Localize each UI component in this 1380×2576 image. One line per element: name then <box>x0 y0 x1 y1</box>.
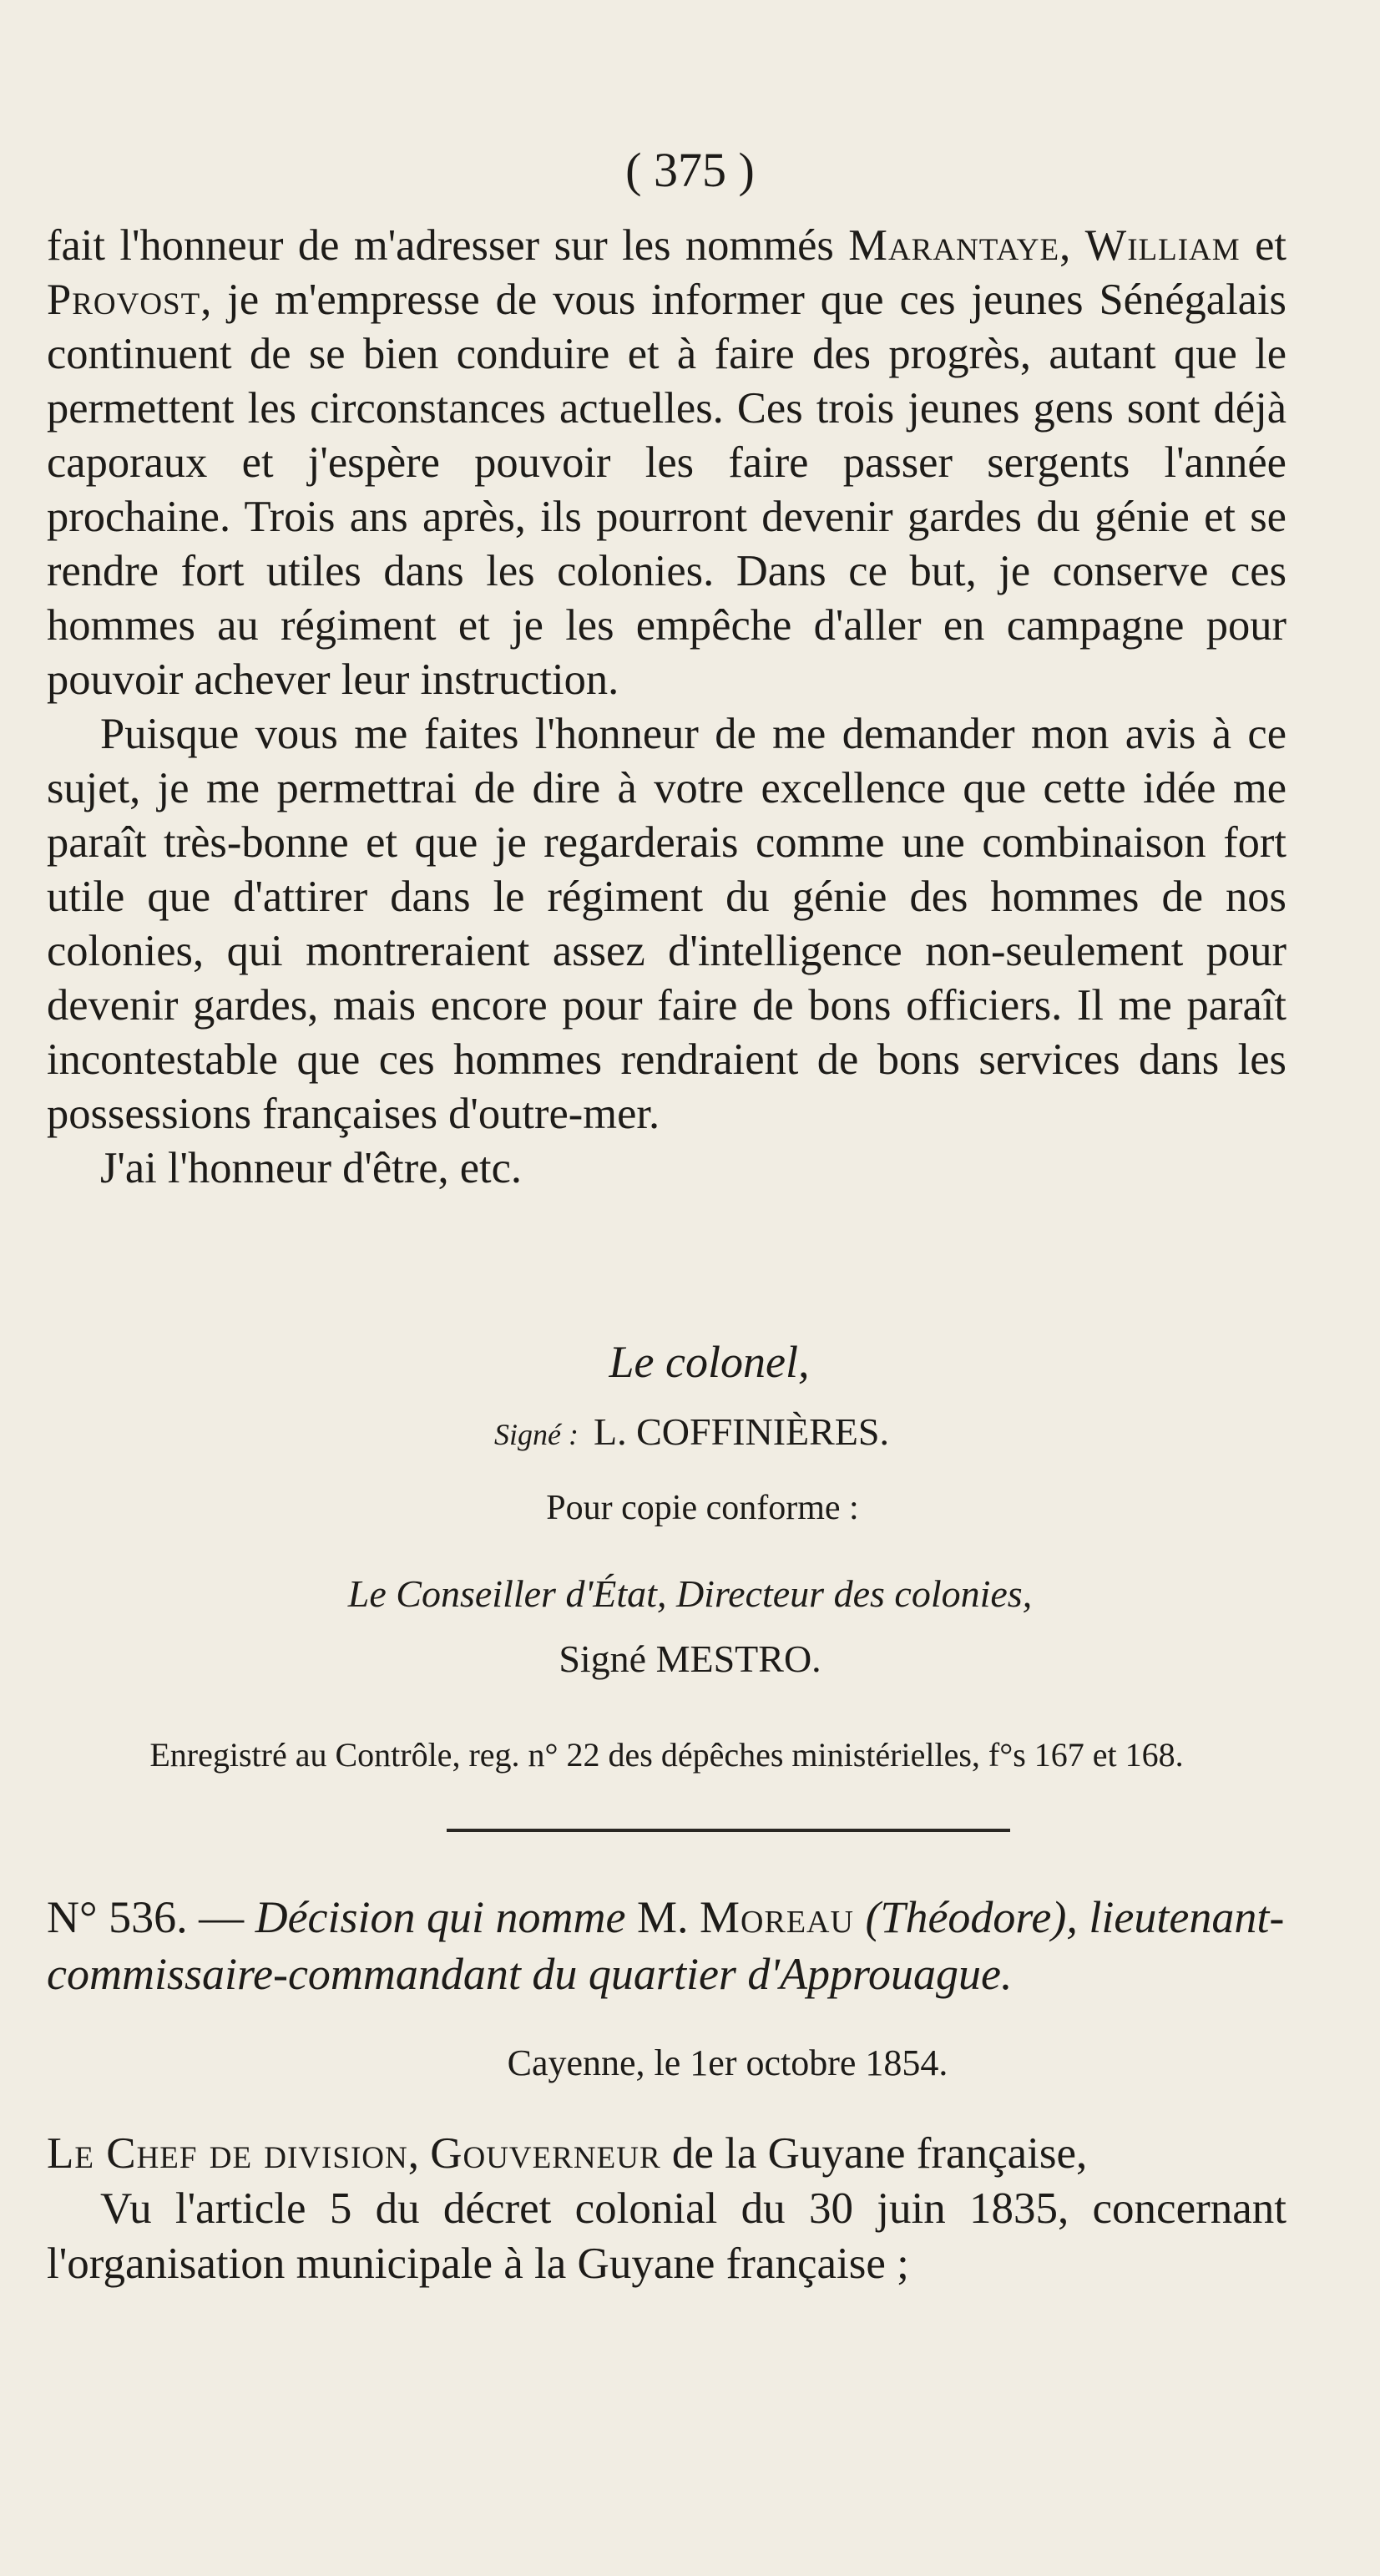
copy-conforme-label: Pour copie conforme : <box>546 1489 859 1527</box>
name-marantaye: Marantaye <box>848 221 1060 270</box>
decree-heading-title: Gouverneur <box>430 2129 661 2178</box>
signe-label: Signé : <box>494 1418 579 1451</box>
name-william: William <box>1084 221 1241 270</box>
registry-note: Enregistré au Contrôle, reg. n° 22 des dépêches ministérielles, f°s 167 et 168. <box>149 1736 1184 1774</box>
paragraph-3: J'ai l'honneur d'être, etc. <box>100 1144 523 1192</box>
decree-heading-rank: Le Chef de division <box>47 2129 408 2178</box>
paragraph-2: Puisque vous me faites l'honneur de me demander mon avis à ce sujet, je me permettrai de dire à votre excellence que cette idée me paraît très-bonne et que je regarderais comme une combinaison fort utile que d'attirer dans le régiment du génie des hommes de nos colonies, qui montreraient assez d'intelligence non-seulement pour devenir gardes, mais encore pour faire de bons officiers. Il me paraît incontestable que ces hommes rendraient de bons services dans les possessions françaises d'outre-mer. <box>47 710 1286 1138</box>
section-divider <box>447 1829 1010 1832</box>
paragraph-1-rest: , je m'empresse de vous informer que ces jeunes Sénégalais continuent de se bien conduire et à faire des progrès, autant que le permettent les circonstances actuelles. Ces trois jeunes gens sont déjà caporaux et j'espère pouvoir les faire passer sergents l'année prochaine. Trois ans après, ils pourront devenir gardes du génie et se rendre fort utiles dans les colonies. Dans ce but, je conserve ces hommes au régiment et je les empêche d'aller en campagne pour pouvoir achever leur instruction. <box>47 276 1286 704</box>
separator: , <box>1059 221 1085 270</box>
copy-signatory-title: Le Conseiller d'État, Directeur des colonies, <box>347 1572 1033 1615</box>
signature-rank: Le colonel, <box>609 1337 810 1387</box>
paragraph-1-text: fait l'honneur de m'adresser sur les nommés <box>47 221 849 270</box>
page-number: ( 375 ) <box>625 143 755 197</box>
decree-considering: Vu l'article 5 du décret colonial du 30 juin 1835, concernant l'organisation municipale à la Guyane française ; <box>47 2184 1286 2288</box>
signature-line <box>0 1409 1380 1454</box>
decision-number: N° 536. — <box>47 1892 255 1942</box>
decision-title-text: Décision qui nomme <box>255 1892 638 1942</box>
name-provost: Provost <box>47 276 201 324</box>
decision-heading <box>47 1889 1286 2002</box>
person-prefix: M. <box>637 1892 700 1942</box>
paragraph-1 <box>47 219 1286 707</box>
decision-title-rest: lieutenant-commissaire-commandant du quartier d'Approuague. <box>47 1892 1285 1999</box>
copy-signatory-name: Signé MESTRO. <box>559 1637 821 1680</box>
decree-heading-tail: de la Guyane française, <box>660 2129 1088 2178</box>
dateline: Cayenne, le 1er octobre 1854. <box>507 2042 948 2083</box>
letter-body <box>47 219 1286 1196</box>
decree-heading <box>47 2126 1286 2181</box>
person-name: Moreau <box>700 1892 854 1942</box>
decree-body <box>47 2126 1286 2291</box>
signatory-name: L. COFFINIÈRES. <box>593 1410 889 1453</box>
conjunction: et <box>1240 221 1287 270</box>
person-given-name: (Théodore), <box>853 1892 1089 1942</box>
decree-heading-sep: , <box>407 2129 431 2178</box>
